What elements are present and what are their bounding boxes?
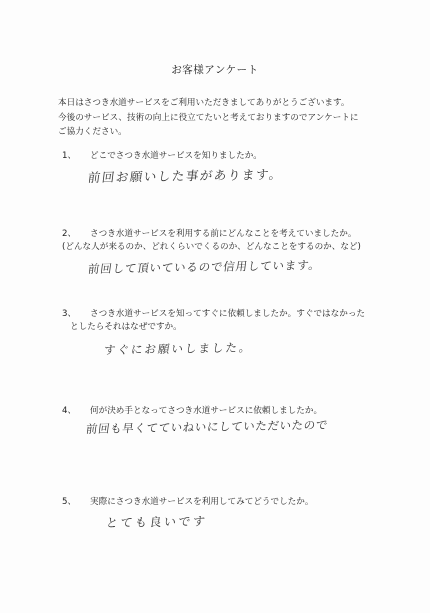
intro-line-3: ご協力ください。 xyxy=(58,127,127,137)
question-text-line-2: (どんな人が来るのか、どれくらいでくるのか、どんなことをするのか、など) xyxy=(62,242,361,252)
handwritten-answer-3: すぐにお願いしました。 xyxy=(103,340,254,358)
handwritten-answer-2: 前回して頂いているので信用しています。 xyxy=(87,257,322,277)
handwritten-answer-1: 前回お願いした事があります。 xyxy=(87,166,284,186)
question-text: さつき水道サービスを知ってすぐに依頼しましたか。すぐではなかった xyxy=(90,309,366,319)
question-number: 4、 xyxy=(62,406,77,416)
question-number: 2、 xyxy=(62,229,77,239)
question-text: 実際にさつき水道サービスを利用してみてどうでしたか。 xyxy=(90,497,314,507)
question-text: さつき水道サービスを利用する前にどんなことを考えていましたか。 xyxy=(90,229,357,239)
intro-line-2: 今後のサービス、技術の向上に役立てたいと考えておりますのでアンケートに xyxy=(58,112,359,123)
question-number: 1、 xyxy=(62,151,77,161)
question-number: 5、 xyxy=(62,497,77,507)
question-text: 何が決め手となってさつき水道サービスに依頼しましたか。 xyxy=(90,406,323,416)
intro-text xyxy=(58,96,388,140)
question-text: どこでさつき水道サービスを知りましたか。 xyxy=(90,151,262,161)
page-title: お客様アンケート xyxy=(171,64,259,76)
handwritten-answer-4: 前回も早くてていねいにしていただいたので xyxy=(85,417,329,437)
handwritten-answer-5: とても良いです xyxy=(105,514,209,531)
question-text-line-2: としたらそれはなぜですか。 xyxy=(70,322,182,332)
question-number: 3、 xyxy=(62,309,77,319)
intro-line-1: 本日はさつき水道サービスをご利用いただきましてありがとうございます。 xyxy=(58,98,350,108)
